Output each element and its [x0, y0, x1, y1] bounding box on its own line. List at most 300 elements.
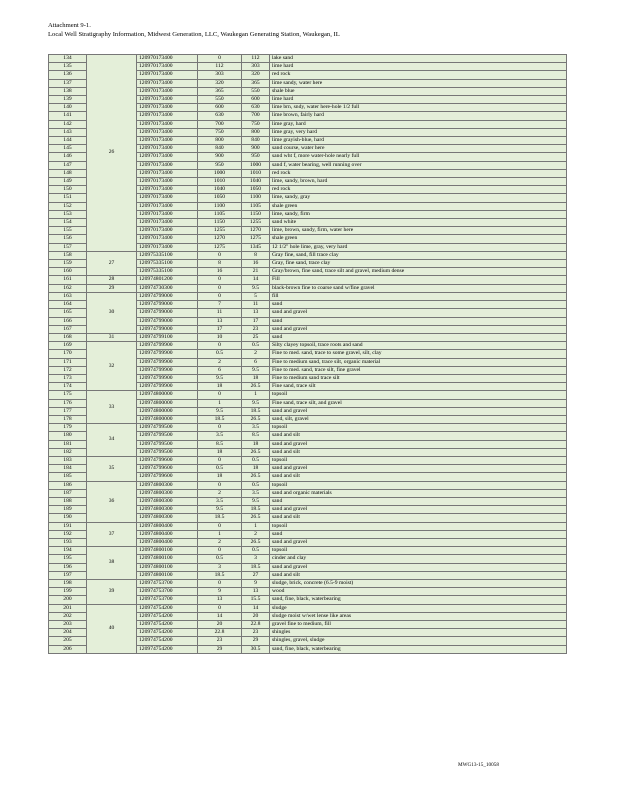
cell-id: 120974799000	[137, 309, 198, 317]
cell-row: 149	[49, 178, 87, 186]
cell-to: 1010	[242, 169, 270, 177]
cell-from: 1100	[198, 202, 242, 210]
cell-to: 6	[242, 358, 270, 366]
cell-desc: red rock	[270, 71, 567, 79]
cell-to: 25	[242, 333, 270, 341]
cell-to: 1000	[242, 161, 270, 169]
cell-from: 11	[198, 309, 242, 317]
cell-id: 120970173400	[137, 210, 198, 218]
cell-id: 120970173400	[137, 145, 198, 153]
cell-from: 950	[198, 161, 242, 169]
cell-id: 120974801200	[137, 276, 198, 284]
cell-id: 120974753700	[137, 580, 198, 588]
cell-row: 164	[49, 301, 87, 309]
cell-from: 0.5	[198, 465, 242, 473]
cell-desc: topsoil	[270, 391, 567, 399]
cell-from: 750	[198, 128, 242, 136]
cell-from: 800	[198, 137, 242, 145]
cell-desc: shingles	[270, 629, 567, 637]
cell-desc: lime, sandy, gray	[270, 194, 567, 202]
cell-id: 120970173400	[137, 202, 198, 210]
cell-to: 8.5	[242, 432, 270, 440]
cell-row: 157	[49, 243, 87, 251]
cell-row: 191	[49, 522, 87, 530]
cell-from: 0	[198, 251, 242, 259]
cell-id: 120974800000	[137, 415, 198, 423]
cell-to: 1050	[242, 186, 270, 194]
cell-well-number: 30	[87, 292, 137, 333]
cell-id: 120974753700	[137, 596, 198, 604]
cell-from: 10	[198, 333, 242, 341]
cell-from: 0	[198, 276, 242, 284]
cell-from: 18	[198, 383, 242, 391]
cell-to: 2	[242, 350, 270, 358]
cell-to: 1270	[242, 227, 270, 235]
cell-desc: sludge, brick, concrete (6.5-9 moist)	[270, 580, 567, 588]
cell-desc: sand	[270, 317, 567, 325]
cell-to: 27	[242, 571, 270, 579]
cell-to: 1	[242, 522, 270, 530]
table-row	[49, 292, 567, 300]
cell-to: 303	[242, 63, 270, 71]
cell-to: 13	[242, 309, 270, 317]
cell-id: 120974754200	[137, 621, 198, 629]
cell-to: 750	[242, 120, 270, 128]
cell-id: 120975335100	[137, 268, 198, 276]
cell-desc: sand and gravel	[270, 538, 567, 546]
cell-id: 120974800300	[137, 506, 198, 514]
cell-to: 13	[242, 588, 270, 596]
cell-row: 196	[49, 563, 87, 571]
cell-from: 112	[198, 63, 242, 71]
cell-desc: gravel fine to medium, fill	[270, 621, 567, 629]
cell-id: 120974754200	[137, 604, 198, 612]
cell-row: 159	[49, 260, 87, 268]
cell-to: 16	[242, 260, 270, 268]
cell-to: 18.5	[242, 407, 270, 415]
cell-to: 18.5	[242, 563, 270, 571]
cell-from: 9.5	[198, 407, 242, 415]
cell-desc: Fine to med. sand, trace silt, fine gravel	[270, 366, 567, 374]
cell-well-number: 31	[87, 333, 137, 341]
cell-well-number: 33	[87, 391, 137, 424]
cell-from: 1275	[198, 243, 242, 251]
cell-row: 168	[49, 333, 87, 341]
cell-to: 1	[242, 391, 270, 399]
cell-from: 0	[198, 456, 242, 464]
cell-row: 155	[49, 227, 87, 235]
cell-from: 0	[198, 292, 242, 300]
cell-desc: sand wht f, more water-hole nearly full	[270, 153, 567, 161]
cell-desc: lime gray, very hard	[270, 128, 567, 136]
cell-from: 0	[198, 342, 242, 350]
cell-row: 146	[49, 153, 87, 161]
cell-to: 11	[242, 301, 270, 309]
cell-row: 150	[49, 186, 87, 194]
cell-from: 303	[198, 71, 242, 79]
cell-to: 9.5	[242, 284, 270, 292]
cell-row: 184	[49, 465, 87, 473]
cell-from: 900	[198, 153, 242, 161]
cell-id: 120970173400	[137, 104, 198, 112]
cell-well-number: 32	[87, 342, 137, 391]
cell-desc: lime brown, fairly hard	[270, 112, 567, 120]
cell-desc: lime, sandy, brown, hard	[270, 178, 567, 186]
table-row	[49, 481, 567, 489]
cell-id: 120974753700	[137, 588, 198, 596]
cell-from: 3.5	[198, 497, 242, 505]
bates-number: MWG13-15_10058	[458, 762, 499, 768]
cell-id: 120974799900	[137, 383, 198, 391]
cell-desc: cinder and clay	[270, 555, 567, 563]
cell-row: 151	[49, 194, 87, 202]
cell-desc: sand and gravel	[270, 563, 567, 571]
cell-desc: sand and silt	[270, 448, 567, 456]
cell-id: 120974754200	[137, 645, 198, 653]
cell-row: 178	[49, 415, 87, 423]
cell-to: 18	[242, 374, 270, 382]
cell-desc: Gray, fine sand, trace clay	[270, 260, 567, 268]
cell-to: 630	[242, 104, 270, 112]
cell-desc: topsoil	[270, 456, 567, 464]
cell-id: 120974800100	[137, 563, 198, 571]
attachment-title: Attachment 9-1.	[48, 22, 91, 29]
cell-desc: sand white	[270, 219, 567, 227]
cell-desc: sand and gravel	[270, 440, 567, 448]
cell-row: 136	[49, 71, 87, 79]
cell-desc: Fine sand, trace silt	[270, 383, 567, 391]
cell-from: 1	[198, 530, 242, 538]
cell-desc: lime, sandy, firm	[270, 210, 567, 218]
cell-to: 1345	[242, 243, 270, 251]
cell-desc: sand and gravel	[270, 309, 567, 317]
cell-row: 192	[49, 530, 87, 538]
cell-from: 9	[198, 588, 242, 596]
cell-from: 600	[198, 104, 242, 112]
cell-from: 1150	[198, 219, 242, 227]
cell-id: 120970173400	[137, 161, 198, 169]
cell-from: 550	[198, 96, 242, 104]
cell-row: 172	[49, 366, 87, 374]
cell-to: 3	[242, 555, 270, 563]
cell-to: 800	[242, 128, 270, 136]
table-row	[49, 522, 567, 530]
cell-row: 189	[49, 506, 87, 514]
cell-to: 26.5	[242, 473, 270, 481]
cell-desc: sand	[270, 301, 567, 309]
cell-id: 120970173400	[137, 137, 198, 145]
table-row	[49, 391, 567, 399]
cell-row: 194	[49, 547, 87, 555]
cell-id: 120974754200	[137, 612, 198, 620]
cell-row: 170	[49, 350, 87, 358]
cell-id: 120974799500	[137, 448, 198, 456]
cell-to: 29	[242, 637, 270, 645]
cell-id: 120970173400	[137, 112, 198, 120]
cell-from: 0	[198, 424, 242, 432]
cell-desc: sand and silt	[270, 514, 567, 522]
cell-from: 13	[198, 317, 242, 325]
cell-from: 18.5	[198, 571, 242, 579]
cell-row: 177	[49, 407, 87, 415]
cell-from: 700	[198, 120, 242, 128]
cell-from: 18	[198, 448, 242, 456]
cell-desc: sand and silt	[270, 473, 567, 481]
cell-to: 20	[242, 612, 270, 620]
cell-row: 137	[49, 79, 87, 87]
cell-row: 140	[49, 104, 87, 112]
cell-from: 18	[198, 473, 242, 481]
cell-to: 9	[242, 580, 270, 588]
cell-to: 5	[242, 292, 270, 300]
cell-row: 182	[49, 448, 87, 456]
cell-desc: topsoil	[270, 481, 567, 489]
cell-from: 0	[198, 55, 242, 63]
cell-row: 141	[49, 112, 87, 120]
cell-to: 23	[242, 629, 270, 637]
cell-desc: black-brown fine to coarse sand w/fine gravel	[270, 284, 567, 292]
cell-row: 148	[49, 169, 87, 177]
cell-from: 20	[198, 621, 242, 629]
cell-to: 9.5	[242, 366, 270, 374]
cell-row: 179	[49, 424, 87, 432]
cell-row: 187	[49, 489, 87, 497]
cell-from: 1050	[198, 194, 242, 202]
cell-id: 120970173400	[137, 87, 198, 95]
cell-desc: Fine to med. sand, trace to some gravel, silt, clay	[270, 350, 567, 358]
cell-id: 120974799500	[137, 424, 198, 432]
cell-desc: red rock	[270, 169, 567, 177]
cell-id: 120974800400	[137, 530, 198, 538]
cell-id: 120970173400	[137, 219, 198, 227]
cell-id: 120974800000	[137, 407, 198, 415]
cell-desc: Gray/brown, fine sand, trace silt and gravel, medium dense	[270, 268, 567, 276]
cell-id: 120974754200	[137, 637, 198, 645]
cell-row: 154	[49, 219, 87, 227]
cell-desc: shingles, gravel, sludge	[270, 637, 567, 645]
cell-from: 1255	[198, 227, 242, 235]
cell-desc: Fine to medium sand, trace silt, organic material	[270, 358, 567, 366]
cell-id: 120975335100	[137, 260, 198, 268]
cell-from: 1000	[198, 169, 242, 177]
cell-row: 161	[49, 276, 87, 284]
cell-row: 135	[49, 63, 87, 71]
cell-to: 9.5	[242, 497, 270, 505]
cell-row: 180	[49, 432, 87, 440]
cell-from: 2	[198, 489, 242, 497]
cell-row: 153	[49, 210, 87, 218]
cell-from: 0	[198, 522, 242, 530]
cell-from: 2	[198, 538, 242, 546]
document-header	[48, 21, 340, 39]
cell-row: 195	[49, 555, 87, 563]
cell-from: 0	[198, 547, 242, 555]
cell-desc: sand and gravel	[270, 407, 567, 415]
cell-row: 163	[49, 292, 87, 300]
table-row	[49, 547, 567, 555]
cell-from: 0.5	[198, 555, 242, 563]
cell-row: 176	[49, 399, 87, 407]
cell-to: 3.5	[242, 424, 270, 432]
cell-to: 18	[242, 465, 270, 473]
table-row	[49, 284, 567, 292]
cell-desc: 12 1/2" hole lime, gray, very hard	[270, 243, 567, 251]
cell-desc: Fine sand, trace silt, and gravel	[270, 399, 567, 407]
cell-desc: lime sandy, water here	[270, 79, 567, 87]
cell-from: 9.5	[198, 506, 242, 514]
cell-row: 166	[49, 317, 87, 325]
cell-well-number: 35	[87, 456, 137, 481]
cell-row: 147	[49, 161, 87, 169]
cell-from: 3.5	[198, 432, 242, 440]
cell-to: 21	[242, 268, 270, 276]
cell-desc: sand, fine, black, waterbearing	[270, 645, 567, 653]
cell-row: 175	[49, 391, 87, 399]
cell-desc: sand and silt	[270, 571, 567, 579]
cell-id: 120974799000	[137, 292, 198, 300]
cell-to: 112	[242, 55, 270, 63]
cell-row: 202	[49, 612, 87, 620]
cell-to: 18	[242, 440, 270, 448]
cell-desc: lake sand	[270, 55, 567, 63]
cell-desc: Silty clayey topsoil, trace roots and sand	[270, 342, 567, 350]
cell-desc: wood	[270, 588, 567, 596]
cell-row: 156	[49, 235, 87, 243]
cell-to: 550	[242, 87, 270, 95]
cell-desc: lime hard	[270, 96, 567, 104]
cell-to: 18.5	[242, 506, 270, 514]
cell-from: 0	[198, 284, 242, 292]
cell-from: 18.5	[198, 415, 242, 423]
cell-to: 1255	[242, 219, 270, 227]
cell-well-number: 37	[87, 522, 137, 547]
cell-to: 950	[242, 153, 270, 161]
table-body	[49, 55, 567, 654]
cell-id: 120974799900	[137, 374, 198, 382]
cell-desc: sand and silt	[270, 432, 567, 440]
cell-id: 120970173400	[137, 169, 198, 177]
cell-from: 22.8	[198, 629, 242, 637]
cell-id: 120974800000	[137, 391, 198, 399]
cell-to: 15.5	[242, 596, 270, 604]
cell-to: 0.5	[242, 342, 270, 350]
cell-to: 26.5	[242, 448, 270, 456]
cell-to: 365	[242, 79, 270, 87]
cell-from: 29	[198, 645, 242, 653]
table-row	[49, 333, 567, 341]
cell-to: 3.5	[242, 489, 270, 497]
cell-desc: red rock	[270, 186, 567, 194]
cell-desc: shale green	[270, 235, 567, 243]
cell-well-number: 27	[87, 251, 137, 276]
cell-well-number: 34	[87, 424, 137, 457]
cell-well-number: 36	[87, 481, 137, 522]
cell-id: 120970173400	[137, 227, 198, 235]
cell-from: 1105	[198, 210, 242, 218]
cell-from: 365	[198, 87, 242, 95]
cell-desc: shale blue	[270, 87, 567, 95]
cell-id: 120970173400	[137, 186, 198, 194]
cell-desc: Fill	[270, 276, 567, 284]
cell-from: 14	[198, 612, 242, 620]
cell-id: 120974800300	[137, 489, 198, 497]
cell-well-number: 39	[87, 580, 137, 605]
cell-id: 120974800300	[137, 497, 198, 505]
cell-id: 120974799000	[137, 325, 198, 333]
cell-id: 120974800400	[137, 522, 198, 530]
cell-row: 174	[49, 383, 87, 391]
cell-to: 600	[242, 96, 270, 104]
cell-id: 120974799900	[137, 350, 198, 358]
cell-id: 120974799600	[137, 465, 198, 473]
cell-from: 1270	[198, 235, 242, 243]
table-row	[49, 342, 567, 350]
cell-desc: lime brn, sndy, water here-hole 1/2 full	[270, 104, 567, 112]
cell-id: 120974800100	[137, 547, 198, 555]
cell-from: 6	[198, 366, 242, 374]
cell-row: 190	[49, 514, 87, 522]
cell-to: 26.5	[242, 538, 270, 546]
cell-id: 120970173400	[137, 63, 198, 71]
cell-row: 143	[49, 128, 87, 136]
cell-from: 630	[198, 112, 242, 120]
table-row	[49, 580, 567, 588]
cell-id: 120974800100	[137, 555, 198, 563]
cell-desc: topsoil	[270, 522, 567, 530]
cell-row: 173	[49, 374, 87, 382]
cell-row: 205	[49, 637, 87, 645]
cell-from: 0	[198, 604, 242, 612]
cell-desc: sand	[270, 333, 567, 341]
cell-from: 23	[198, 637, 242, 645]
cell-to: 1100	[242, 194, 270, 202]
cell-desc: sand and gravel	[270, 506, 567, 514]
table-row	[49, 604, 567, 612]
cell-row: 203	[49, 621, 87, 629]
document-subtitle: Local Well Stratigraphy Information, Midwest Generation, LLC, Waukegan Generating Station, Waukegan, IL	[48, 31, 340, 38]
cell-id: 120970173400	[137, 194, 198, 202]
cell-row: 152	[49, 202, 87, 210]
table-row	[49, 55, 567, 63]
cell-id: 120974799000	[137, 301, 198, 309]
cell-row: 138	[49, 87, 87, 95]
cell-desc: sand, fine, black, waterbearing	[270, 596, 567, 604]
cell-from: 8.5	[198, 440, 242, 448]
cell-desc: lime, brown, sandy, firm, water here	[270, 227, 567, 235]
cell-to: 0.5	[242, 481, 270, 489]
cell-to: 900	[242, 145, 270, 153]
cell-desc: fill	[270, 292, 567, 300]
cell-row: 201	[49, 604, 87, 612]
cell-row: 204	[49, 629, 87, 637]
cell-row: 144	[49, 137, 87, 145]
cell-to: 22.8	[242, 621, 270, 629]
cell-row: 158	[49, 251, 87, 259]
cell-to: 14	[242, 276, 270, 284]
cell-id: 120974800000	[137, 399, 198, 407]
cell-row: 167	[49, 325, 87, 333]
cell-desc: sand, silt, gravel	[270, 415, 567, 423]
table-row	[49, 276, 567, 284]
cell-from: 18.5	[198, 514, 242, 522]
cell-row: 206	[49, 645, 87, 653]
cell-from: 0.5	[198, 350, 242, 358]
cell-well-number: 28	[87, 276, 137, 284]
cell-row: 200	[49, 596, 87, 604]
cell-desc: lime hard	[270, 63, 567, 71]
cell-row: 139	[49, 96, 87, 104]
cell-id: 120974799000	[137, 317, 198, 325]
